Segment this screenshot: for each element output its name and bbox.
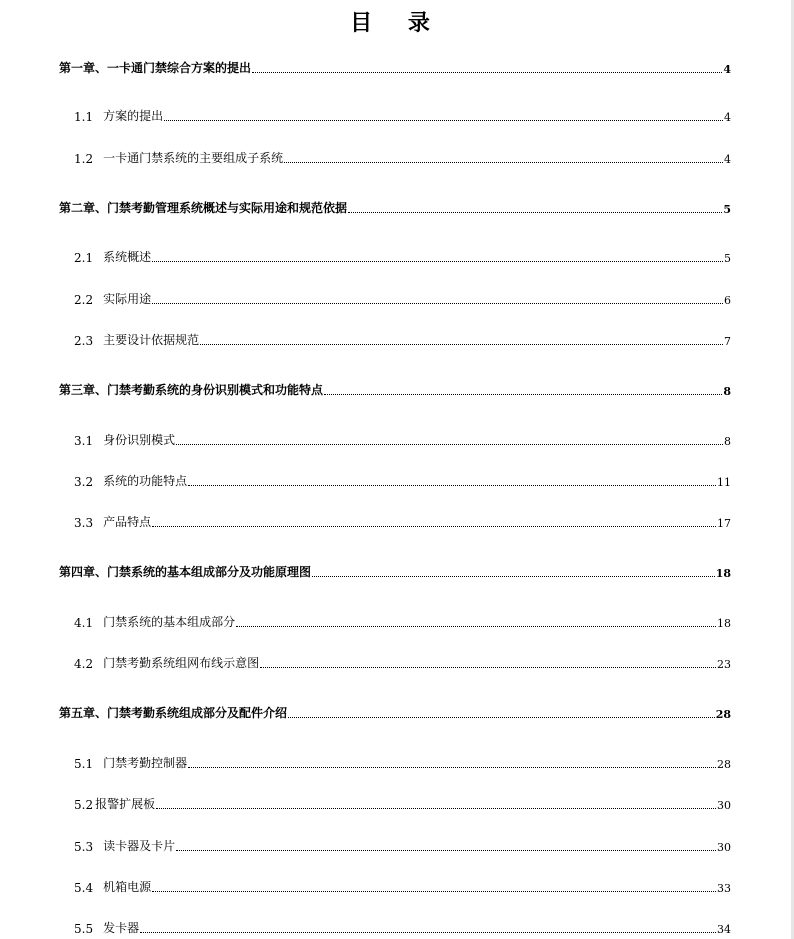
toc-page-number: 34 bbox=[717, 923, 731, 936]
toc-label: 第二章、门禁考勤管理系统概述与实际用途和规范依据 bbox=[59, 201, 348, 215]
toc-page-number: 28 bbox=[715, 708, 731, 721]
toc-page-number: 17 bbox=[717, 517, 731, 530]
dot-leader bbox=[312, 576, 715, 577]
toc-label: 产品特点 bbox=[103, 515, 152, 529]
toc-label: 方案的提出 bbox=[103, 109, 164, 123]
toc-section-number: 3.3 bbox=[74, 516, 94, 530]
dot-leader bbox=[188, 767, 716, 768]
toc-page-number: 30 bbox=[717, 799, 731, 812]
dot-leader bbox=[284, 162, 723, 163]
toc-page-number: 18 bbox=[715, 567, 731, 580]
toc-section-4-2[interactable] bbox=[74, 655, 731, 671]
toc-label: 门禁考勤控制器 bbox=[103, 756, 188, 770]
toc-section-5-2[interactable] bbox=[74, 796, 731, 812]
toc-section-5-5[interactable] bbox=[74, 920, 731, 936]
dot-leader bbox=[176, 444, 723, 445]
dot-leader bbox=[140, 932, 716, 933]
dot-leader bbox=[260, 667, 716, 668]
dot-leader bbox=[152, 303, 723, 304]
toc-label: 读卡器及卡片 bbox=[103, 839, 176, 853]
toc-label: 门禁考勤系统组网布线示意图 bbox=[103, 656, 260, 670]
toc-page-number: 4 bbox=[723, 63, 731, 76]
toc-section-number: 5.3 bbox=[74, 840, 94, 854]
dot-leader bbox=[200, 344, 723, 345]
toc-page-number: 4 bbox=[724, 153, 731, 166]
toc-page-number: 7 bbox=[724, 335, 731, 348]
toc-chapter-2[interactable] bbox=[59, 200, 731, 216]
toc-section-number: 5.4 bbox=[74, 881, 94, 895]
toc-label: 第三章、门禁考勤系统的身份识别模式和功能特点 bbox=[59, 383, 324, 397]
toc-page-number: 30 bbox=[717, 841, 731, 854]
toc-section-number: 2.3 bbox=[74, 334, 94, 348]
toc-page-number: 33 bbox=[717, 882, 731, 895]
toc-chapter-5[interactable] bbox=[59, 705, 731, 721]
toc-label: 机箱电源 bbox=[103, 880, 152, 894]
toc-label: 主要设计依据规范 bbox=[103, 333, 200, 347]
toc-label: 身份识别模式 bbox=[103, 433, 176, 447]
toc-section-2-2[interactable] bbox=[74, 291, 731, 307]
toc-section-3-1[interactable] bbox=[74, 432, 731, 448]
dot-leader bbox=[164, 120, 723, 121]
toc-section-3-2[interactable] bbox=[74, 473, 731, 489]
toc-section-2-1[interactable] bbox=[74, 249, 731, 265]
toc-section-number: 2.2 bbox=[74, 293, 94, 307]
toc-label: 报警扩展板 bbox=[95, 797, 156, 811]
toc-section-5-4[interactable] bbox=[74, 879, 731, 895]
toc-section-number: 4.1 bbox=[74, 616, 94, 630]
toc-section-5-3[interactable] bbox=[74, 838, 731, 854]
toc-section-number: 5.5 bbox=[74, 922, 94, 936]
toc-page-number: 4 bbox=[724, 111, 731, 124]
toc-section-number: 5.1 bbox=[74, 757, 94, 771]
toc-label: 第四章、门禁系统的基本组成部分及功能原理图 bbox=[59, 565, 312, 579]
toc-page-number: 5 bbox=[724, 252, 731, 265]
toc-page-number: 28 bbox=[717, 758, 731, 771]
toc-label: 系统概述 bbox=[103, 250, 152, 264]
dot-leader bbox=[252, 72, 722, 73]
dot-leader bbox=[348, 212, 722, 213]
toc-chapter-1[interactable] bbox=[59, 60, 731, 76]
toc-page-number: 8 bbox=[724, 435, 731, 448]
toc-page-number: 8 bbox=[723, 385, 731, 398]
toc-section-4-1[interactable] bbox=[74, 614, 731, 630]
dot-leader bbox=[176, 850, 716, 851]
toc-section-number: 4.2 bbox=[74, 657, 94, 671]
toc-label: 门禁系统的基本组成部分 bbox=[103, 615, 236, 629]
toc-section-3-3[interactable] bbox=[74, 514, 731, 530]
toc-section-number: 5.2 bbox=[74, 798, 94, 812]
dot-leader bbox=[236, 626, 716, 627]
toc-label: 第一章、一卡通门禁综合方案的提出 bbox=[59, 61, 252, 75]
toc-page-number: 18 bbox=[717, 617, 731, 630]
toc-section-2-3[interactable] bbox=[74, 332, 731, 348]
dot-leader bbox=[152, 526, 716, 527]
toc-chapter-4[interactable] bbox=[59, 564, 731, 580]
toc-page-number: 23 bbox=[717, 658, 731, 671]
dot-leader bbox=[152, 261, 723, 262]
toc-page-number: 6 bbox=[724, 294, 731, 307]
dot-leader bbox=[324, 394, 722, 395]
toc-section-number: 2.1 bbox=[74, 251, 94, 265]
toc-section-1-2[interactable] bbox=[74, 150, 731, 166]
toc-section-number: 1.1 bbox=[74, 110, 94, 124]
dot-leader bbox=[156, 808, 716, 809]
toc-label: 一卡通门禁系统的主要组成子系统 bbox=[103, 151, 284, 165]
page-title: 目 录 bbox=[350, 11, 444, 36]
dot-leader bbox=[152, 891, 716, 892]
toc-label: 系统的功能特点 bbox=[103, 474, 188, 488]
toc-section-5-1[interactable] bbox=[74, 755, 731, 771]
toc-label: 发卡器 bbox=[103, 921, 140, 935]
toc-section-number: 1.2 bbox=[74, 152, 94, 166]
toc-section-1-1[interactable] bbox=[74, 108, 731, 124]
toc-chapter-3[interactable] bbox=[59, 382, 731, 398]
toc-page-number: 5 bbox=[723, 203, 731, 216]
dot-leader bbox=[188, 485, 716, 486]
toc-section-number: 3.1 bbox=[74, 434, 94, 448]
dot-leader bbox=[288, 717, 715, 718]
toc-label: 实际用途 bbox=[103, 292, 152, 306]
toc-label: 第五章、门禁考勤系统组成部分及配件介绍 bbox=[59, 706, 288, 720]
toc-page-number: 11 bbox=[717, 476, 731, 489]
toc-section-number: 3.2 bbox=[74, 475, 94, 489]
